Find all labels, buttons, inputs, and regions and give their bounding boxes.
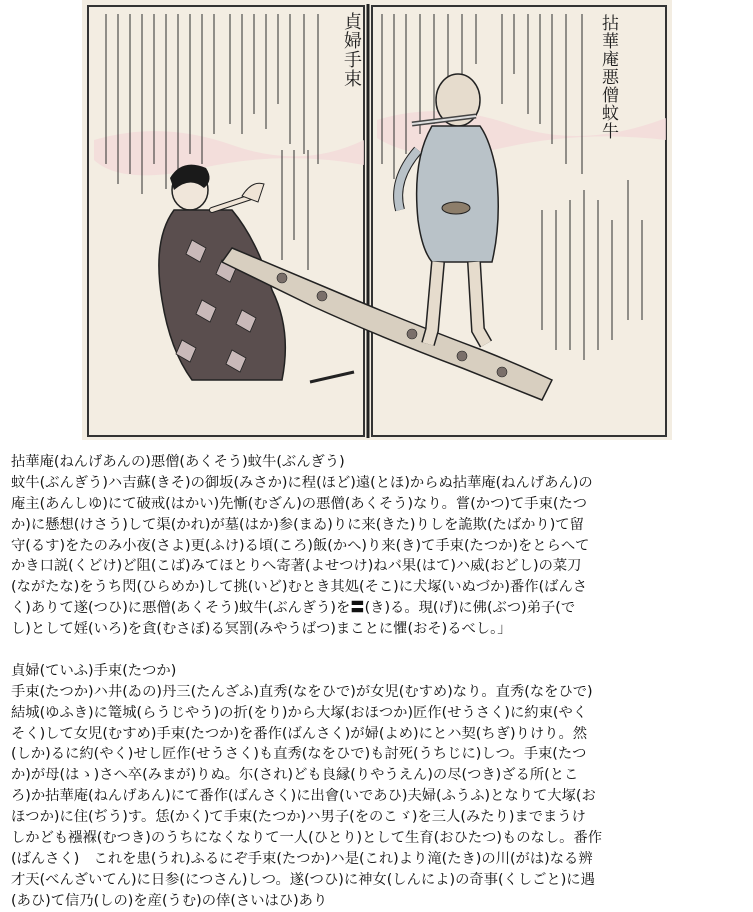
section-2-line: 手束(たつか)ハ井(ゐの)丹三(たんざふ)直秀(なをひで)が女児(むすめ)なり。直秀(なをひで) [11, 683, 593, 700]
section-2-line: 才天(べんざいてん)に日参(につさん)しつ。遂(つひ)に神女(しんによ)の奇事(くしごと)に遇 [11, 871, 595, 888]
section-2-title: 貞婦(ていふ)手束(たつか) [11, 662, 177, 679]
transcription-text [11, 452, 747, 912]
section-1-line: し)として婬(いろ)を貪(むさぼ)る冥罰(みやうばつ)まことに懼(おそ)るべし。」 [11, 621, 512, 638]
section-2-line: (あひ)て信乃(しの)を産(うむ)の倖(さいはひ)あり [11, 892, 328, 909]
section-1-line: 蚊牛(ぶんぎう)ハ吉蘇(きそ)の御坂(みさか)に程(ほど)遠(とほ)からぬ拈華庵(ねんげあん)の [11, 474, 593, 491]
section-1-line: く)ありて遂(つひ)に悪僧(あくそう)蚊牛(ぶんぎう)を〓(き)る。現(げ)に佛(ぶつ)弟子(で [11, 600, 576, 617]
illustration-drawing [82, 0, 672, 440]
section-1-line: (ながたな)をうち閃(ひらめか)して挑(いど)むとき其処(そこ)に犬塚(いぬづか)番作(ばんさ [11, 579, 588, 596]
left-inscription: 貞婦手束 [341, 12, 362, 88]
section-2-line: (しか)るに約(やく)せし匠作(せうさく)も直秀(なをひで)も討死(うちじに)しつ。手束(たつ [11, 746, 587, 763]
section-2-line: 結城(ゆふき)に篭城(らうじやう)の折(をり)から大塚(おほつか)匠作(せうさく)に約束(やく [11, 704, 588, 721]
paragraph-gap [11, 640, 747, 661]
section-2-line: ろ)か拈華庵(ねんげあん)にて番作(ばんさく)に出會(いであひ)夫婦(ふうふ)となりて大塚(お [11, 788, 596, 805]
section-2-line: しかども襁褓(むつき)のうちになくなりて一人(ひとり)として生育(おひたつ)ものなし。番作 [11, 830, 603, 847]
section-1-line: かき口説(くどけ)ど阻(こば)みてほとりへ寄著(よせつけ)ねバ果(はて)ハ威(おどし)の菜刀 [11, 558, 582, 575]
section-2-line: か)が母(はゝ)さへ卒(みまが)りぬ。尓(され)ども良縁(りやうえん)の尽(つき)ざる所(とこ [11, 767, 579, 784]
woodblock-illustration [82, 0, 672, 440]
section-2-line: そく)して女児(むすめ)手束(たつか)を番作(ばんさく)が婦(よめ)にとハ契(ちぎ)りけり。然 [11, 725, 588, 742]
section-2-line: ほつか)に住(ぢう)す。恁(かく)て手束(たつか)ハ男子(をのこゞ)を三人(みたり)までまうけ [11, 809, 586, 826]
section-1-line: 守(るす)をたのみ小夜(さよ)更(ふけ)る頃(ころ)飯(かへ)り来(き)て手束(たつか)をとらへて [11, 537, 590, 554]
right-inscription: 拈華庵悪僧蚊牛 [598, 14, 618, 140]
section-1-line: か)に懸想(けさう)して渠(かれ)が墓(はか)参(まゐ)りに来(きた)りしを詭欺(たばかり)て留 [11, 516, 584, 533]
section-1-line: 庵主(あんしゆ)にて破戒(はかい)先慚(むざん)の悪僧(あくそう)なり。嘗(かつ)て手束(たつ [11, 495, 588, 512]
section-2-line: (ばんさく) これを患(うれ)ふるにぞ手束(たつか)ハ是(これ)より滝(たき)の川(がは)なる辨 [11, 850, 593, 867]
section-1-title: 拈華庵(ねんげあんの)悪僧(あくそう)蚊牛(ぶんぎう) [11, 454, 345, 470]
